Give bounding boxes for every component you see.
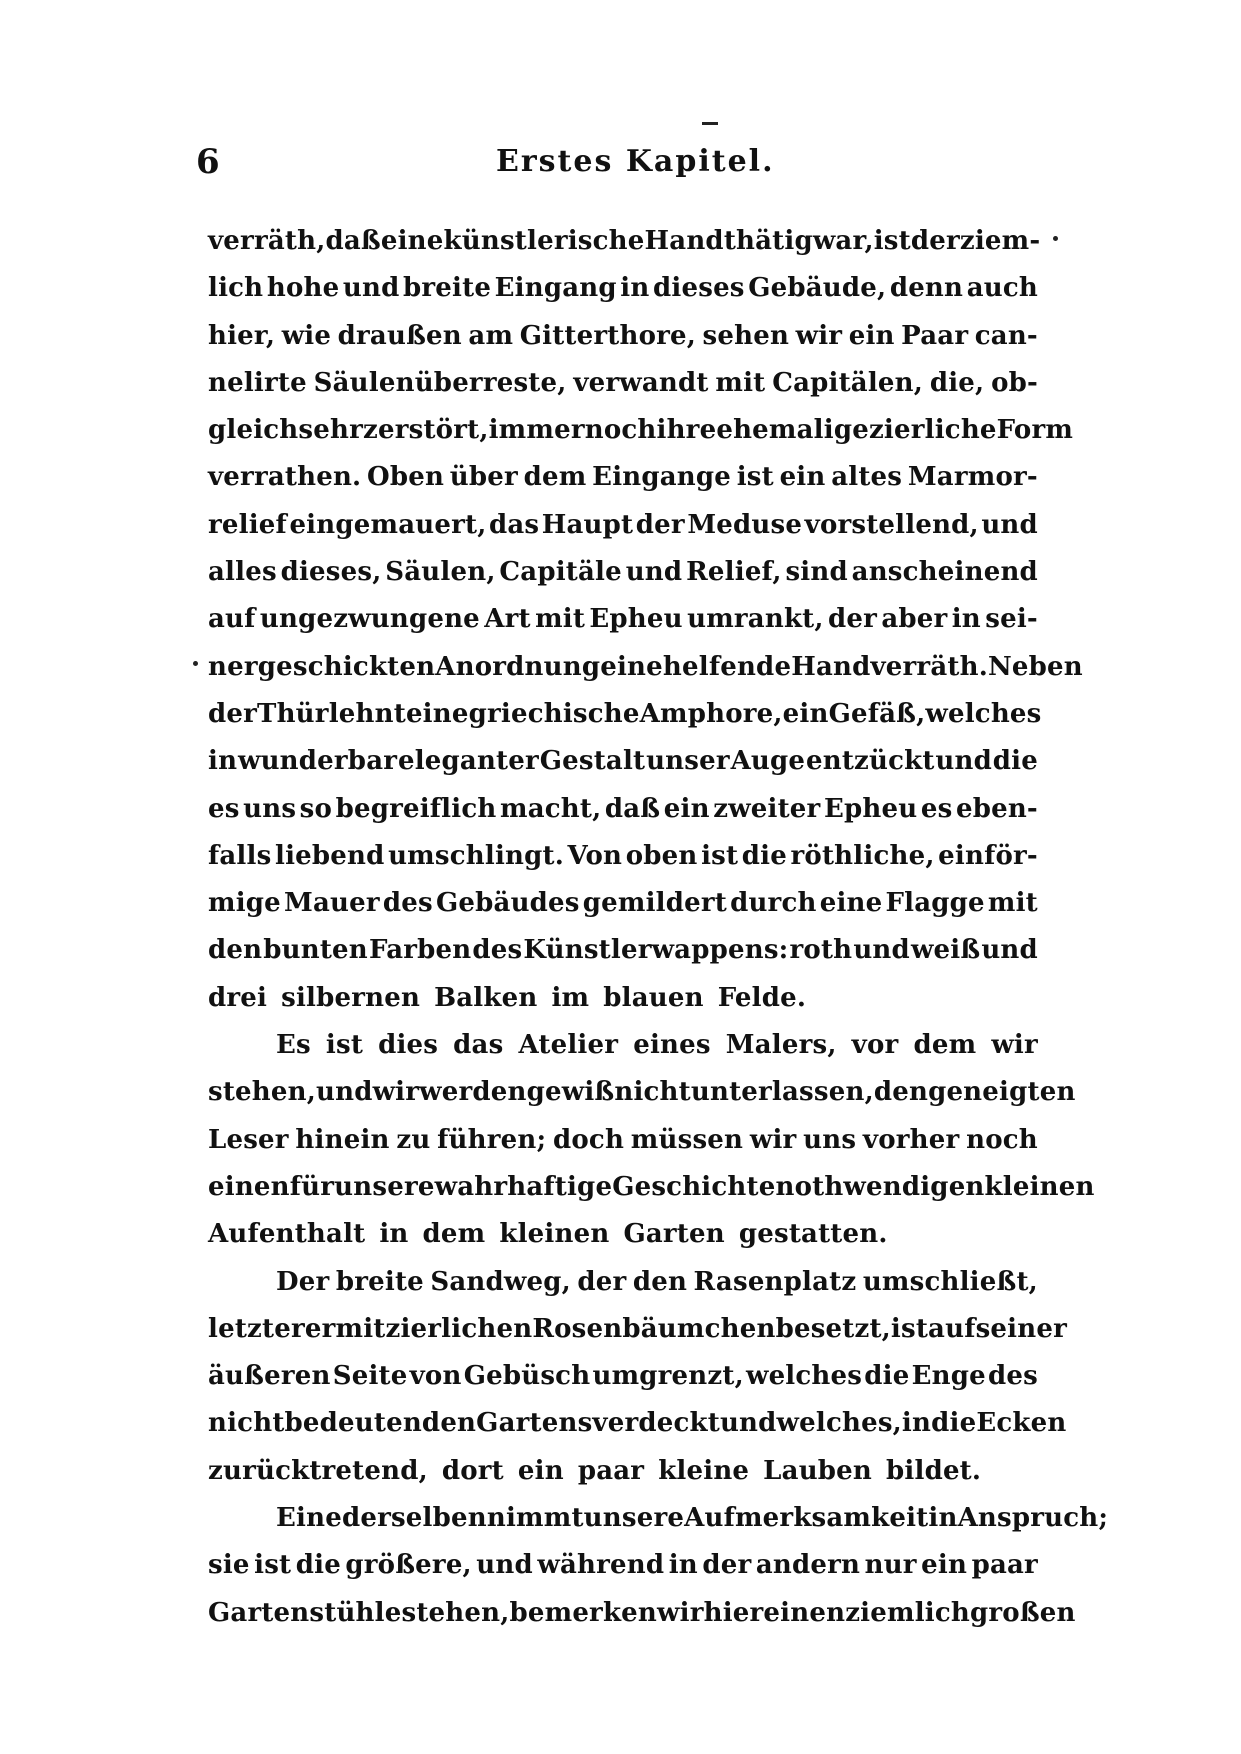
text-line: gleich sehr zerstört, immer noch ihre ehemalige zierliche Form [208,415,1074,446]
text-line: Eine derselben nimmt unsere Aufmerksamkeit in Anspruch; [276,1503,1109,1534]
text-line: stehen, und wir werden gewiß nicht unterlassen, den geneigten [208,1077,1076,1108]
body-text [208,218,1109,1637]
page-number: 6 [196,142,220,182]
text-line: relief eingemauert, das Haupt der Meduse vorstellend, und [208,509,1038,540]
text-line: nicht bedeutenden Gartens verdeckt und welches, in die Ecken [208,1408,1067,1439]
text-line: der Thür lehnt eine griechische Amphore, ein Gefäß, welches [208,698,1042,729]
text-line: drei silbernen Balken im blauen Felde. [208,982,807,1013]
running-title: Erstes Kapitel. [496,144,775,179]
text-line: Gartenstühle stehen, bemerken wir hier einen ziemlich großen [208,1597,1076,1628]
text-line: nelirte Säulenüberreste, verwandt mit Capitälen, die, ob- [208,367,1038,398]
text-line: Der breite Sandweg, der den Rasenplatz umschließt, [276,1266,1038,1297]
text-line: hier, wie draußen am Gitterthore, sehen wir ein Paar can- [208,320,1038,351]
printing-mark [702,122,718,125]
text-line: Es ist dies das Atelier eines Malers, vor dem wir [276,1030,1038,1061]
text-line: sie ist die größere, und während in der andern nur ein paar [208,1550,1038,1581]
text-line: Leser hinein zu führen; doch müssen wir uns vorher noch [208,1124,1038,1155]
margin-dot [193,661,198,666]
text-line: äußeren Seite von Gebüsch umgrenzt, welches die Enge des [208,1361,1038,1392]
text-line: verräth, daß eine künstlerische Hand thätig war, ist der ziem- [208,226,1041,256]
text-line: zurücktretend, dort ein paar kleine Lauben bildet. [208,1455,982,1486]
text-line: es uns so begreiflich macht, daß ein zweiter Epheu es eben- [208,793,1038,824]
text-line: ner geschickten Anordnung eine helfende Hand verräth. Neben [208,651,1083,682]
text-line: falls liebend umschlingt. Von oben ist die röthliche, einför- [208,840,1038,871]
text-line: den bunten Farben des Künstlerwappens: roth und weiß und [208,935,1038,966]
text-line: einen für unsere wahrhaftige Geschichte nothwendigen kleinen [208,1171,1095,1202]
text-line: letzterer mit zierlichen Rosenbäumchen besetzt, ist auf seiner [208,1313,1067,1344]
text-line: mige Mauer des Gebäudes gemildert durch eine Flagge mit [208,888,1038,919]
text-line: in wunderbar eleganter Gestalt unser Auge entzückt und die [208,746,1038,777]
margin-dot [1053,236,1058,241]
text-line: alles dieses, Säulen, Capitäle und Relief, sind anscheinend [208,557,1038,588]
text-line: Aufenthalt in dem kleinen Garten gestatten. [208,1219,888,1250]
text-line: verrathen. Oben über dem Eingange ist ein altes Marmor- [208,462,1038,493]
text-line: auf ungezwungene Art mit Epheu umrankt, der aber in sei- [208,604,1038,635]
page-header [196,138,1036,188]
text-line: lich hohe und breite Eingang in dieses Gebäude, denn auch [208,273,1038,304]
